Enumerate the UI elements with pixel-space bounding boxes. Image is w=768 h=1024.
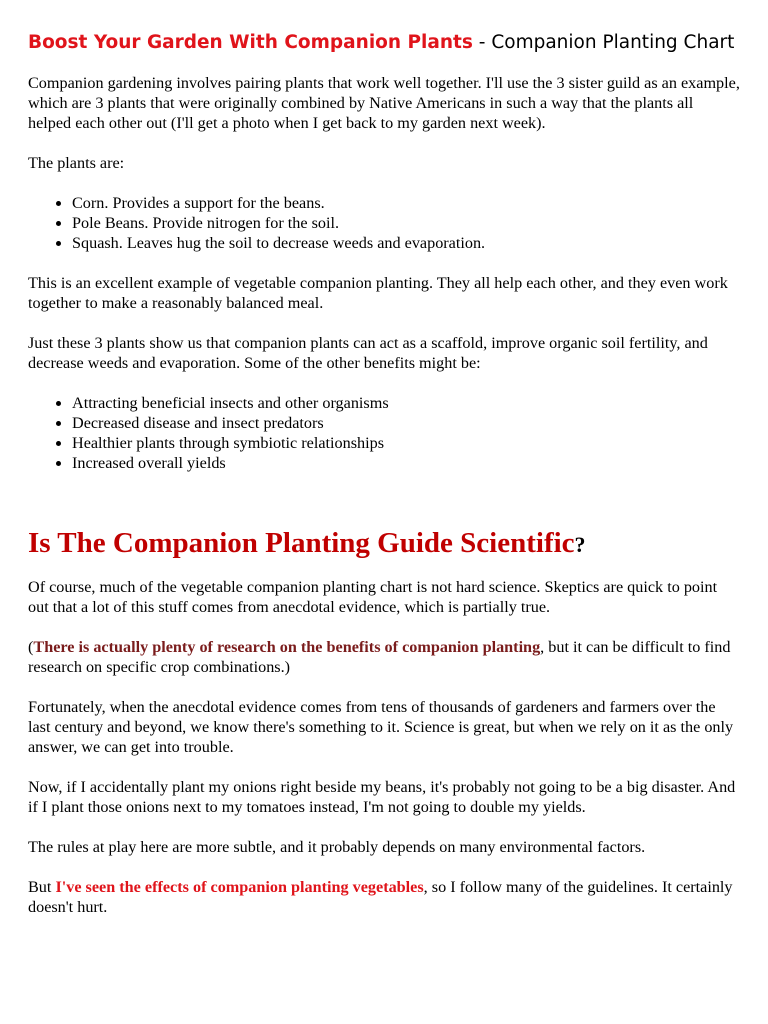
page-title [28,28,740,58]
science-paragraph-4: Now, if I accidentally plant my onions right beside my beans, it's probably not going to be a big disaster. And if I plant those onions next to my tomatoes instead, I'm not going to double my yields. [28,778,736,816]
benefits-list [28,393,740,473]
title-sub: Companion Planting Chart [491,32,735,53]
science-paragraph-5: The rules at play here are more subtle, and it probably depends on many environmental factors. [28,838,646,856]
list-item: • Decreased disease and insect predators [72,413,740,433]
intro-paragraph-3: This is an excellent example of vegetable companion planting. They all help each other, and they even work together to make a reasonably balanced meal. [28,274,728,312]
list-item: • Corn. Provides a support for the beans. [72,193,740,213]
list-item: • Attracting beneficial insects and other organisms [72,393,740,413]
list-item: • Pole Beans. Provide nitrogen for the soil. [72,213,740,233]
title-separator: - [472,32,492,53]
science-paragraph-3: Fortunately, when the anecdotal evidence comes from tens of thousands of gardeners and farmers over the last century and beyond, we know there's something to it. Science is great, but when we rely on it as the only answer, we can get into trouble. [28,698,734,756]
effects-callout-link[interactable]: I've seen the effects of companion planting vegetables [55,878,424,896]
list-item: • Squash. Leaves hug the soil to decrease weeds and evaporation. [72,233,740,253]
paragraph-start: But [28,878,56,896]
intro-paragraph-2: The plants are: [28,154,125,172]
section-heading-science [28,525,740,563]
paragraph-rest: , so I follow many of the guidelines. It certainly doesn't hurt. [28,878,733,916]
paragraph-rest: , but it can be difficult to find research on specific crop combinations.) [28,638,731,676]
plants-list [28,193,740,253]
science-paragraph-6 [28,877,740,917]
science-paragraph-1: Of course, much of the vegetable companion planting chart is not hard science. Skeptics are quick to point out that a lot of this stuff comes from anecdotal evidence, which is partially true. [28,578,718,616]
title-main: Boost Your Garden With Companion Plants [28,32,473,53]
list-item: • Healthier plants through symbiotic relationships [72,433,740,453]
intro-paragraph-1: Companion gardening involves pairing plants that work well together. I'll use the 3 sister guild as an example, which are 3 plants that were originally combined by Native Americans in such a way that the plants all helped each other out (I'll get a photo when I get back to my garden next week). [28,74,740,132]
document-page [28,28,740,937]
research-callout-link[interactable]: There is actually plenty of research on the benefits of companion planting [33,638,541,656]
paren-open: ( [28,638,34,656]
section-heading-mark: ? [574,532,586,557]
section-heading-text: Is The Companion Planting Guide Scientific [28,527,575,559]
science-paragraph-2 [28,637,740,677]
intro-paragraph-4: Just these 3 plants show us that companion plants can act as a scaffold, improve organic soil fertility, and decrease weeds and evaporation. Some of the other benefits might be: [28,334,708,372]
list-item: • Increased overall yields [72,453,740,473]
